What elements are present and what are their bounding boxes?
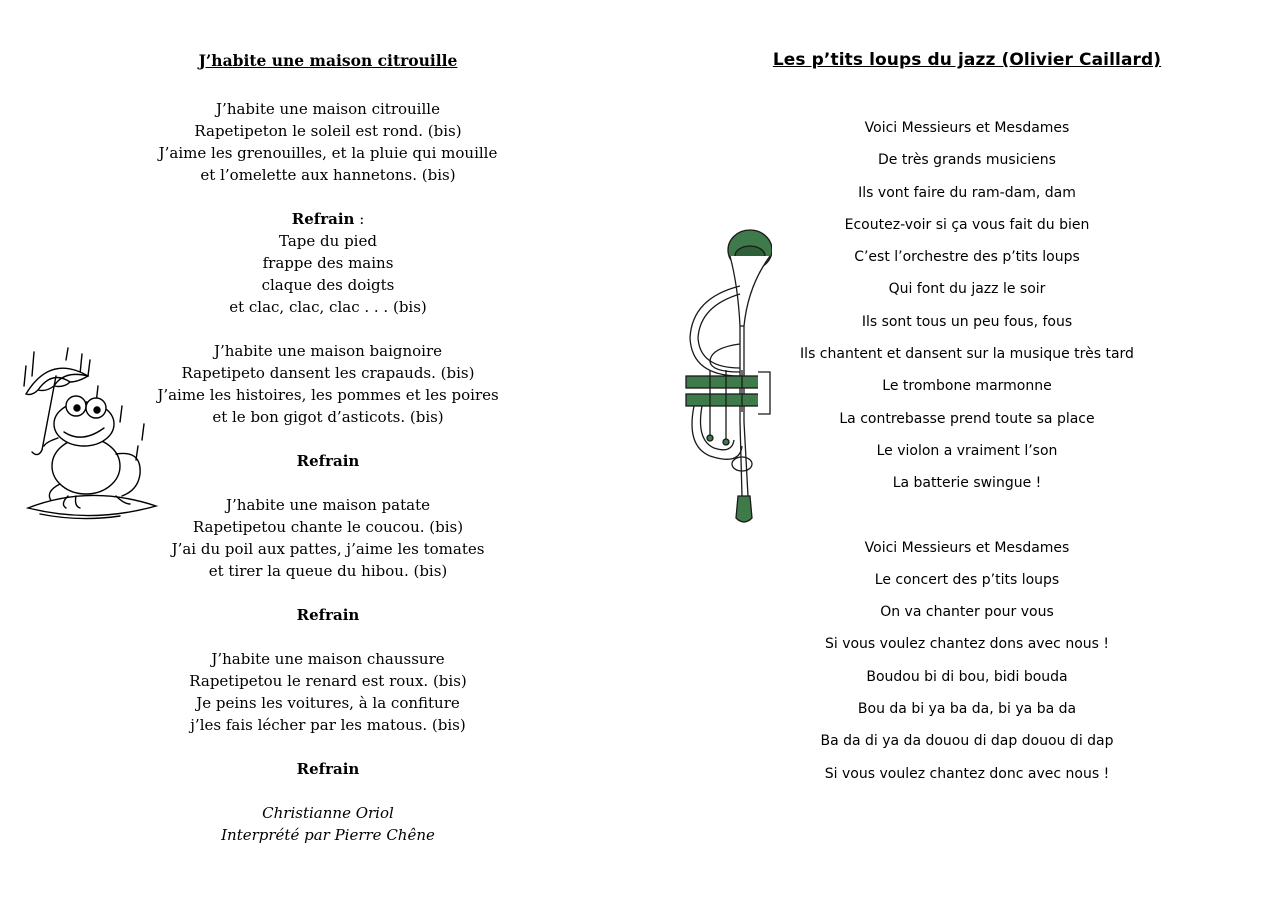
left-song-title: J’habite une maison citrouille [198, 51, 458, 70]
refrain-label: Refrain [291, 210, 355, 228]
frog-with-umbrella-icon [20, 346, 160, 524]
lyric-line: Boudou bi di bou, bidi bouda [866, 668, 1068, 685]
stanza-2 [770, 532, 1164, 790]
lyric-line: Ils vont faire du ram-dam, dam [858, 184, 1076, 201]
lyric-line: Le concert des p’tits loups [874, 571, 1060, 588]
lyric-line: et le bon gigot d’asticots. (bis) [212, 408, 444, 426]
lyric-line: Je peins les voitures, à la confiture [196, 694, 460, 712]
lyric-line: Si vous voulez chantez donc avec nous ! [824, 765, 1110, 782]
lyric-line: Ils sont tous un peu fous, fous [861, 313, 1073, 330]
right-song-title: Les p’tits loups du jazz (Olivier Caillard) [772, 50, 1162, 70]
lyric-line: Si vous voulez chantez dons avec nous ! [824, 636, 1109, 653]
verse-3 [128, 494, 528, 582]
lyric-line: Rapetipeton le soleil est rond. (bis) [194, 122, 462, 140]
lyric-line: frappe des mains [262, 254, 394, 272]
lyric-line: La batterie swingue ! [892, 475, 1042, 492]
lyric-line: On va chanter pour vous [880, 604, 1054, 621]
lyric-line: Ils chantent et dansent sur la musique très tard [800, 346, 1134, 363]
lyric-line: Le trombone marmonne [882, 378, 1052, 395]
refrain-label: Refrain [296, 760, 360, 778]
lyric-line: J’aime les histoires, les pommes et les poires [157, 386, 499, 404]
performer: Interprété par Pierre Chêne [221, 826, 435, 844]
lyric-line: Le violon a vraiment l’son [876, 442, 1058, 459]
verse-1 [128, 98, 528, 186]
lyric-line: Voici Messieurs et Mesdames [864, 120, 1070, 136]
lyric-line: J’habite une maison chaussure [211, 650, 445, 668]
lyric-line: claque des doigts [261, 276, 395, 294]
right-song [770, 46, 1164, 822]
refrain [128, 208, 528, 318]
lyric-line: La contrebasse prend toute sa place [839, 410, 1095, 427]
refrain-label: Refrain [296, 452, 360, 470]
lyric-line: j’les fais lécher par les matous. (bis) [190, 716, 466, 734]
lyric-line: Bou da bi ya ba da, bi ya ba da [857, 701, 1077, 718]
verse-2 [128, 340, 528, 428]
author: Christianne Oriol [262, 804, 394, 822]
lyric-line: Tape du pied [279, 232, 377, 250]
lyric-line: Rapetipeto dansent les crapauds. (bis) [181, 364, 475, 382]
left-song [128, 46, 528, 846]
credits [128, 802, 528, 846]
lyric-line: et tirer la queue du hibou. (bis) [208, 562, 448, 580]
lyric-line: J’habite une maison patate [226, 496, 430, 514]
stanza-1 [770, 112, 1164, 500]
verse-4 [128, 648, 528, 736]
lyric-line: Voici Messieurs et Mesdames [864, 539, 1070, 556]
lyric-line: Ecoutez-voir si ça vous fait du bien [844, 216, 1090, 233]
lyric-line: Ba da di ya da douou di dap douou di dap [820, 733, 1114, 750]
lyric-line: De très grands musiciens [878, 152, 1056, 169]
refrain-label: Refrain [296, 606, 360, 624]
refrain-heading [128, 208, 528, 230]
lyric-line: et clac, clac, clac . . . (bis) [229, 298, 427, 316]
lyric-line: J’habite une maison citrouille [216, 100, 440, 118]
lyric-line: Rapetipetou chante le coucou. (bis) [192, 518, 464, 536]
lyric-line: J’ai du poil aux pattes, j’aime les tomates [171, 540, 485, 558]
trumpet-icon [680, 226, 772, 528]
lyric-line: J’aime les grenouilles, et la pluie qui mouille [158, 144, 498, 162]
lyric-line: Rapetipetou le renard est roux. (bis) [189, 672, 467, 690]
lyric-line: C’est l’orchestre des p’tits loups [854, 249, 1080, 266]
lyric-line: et l’omelette aux hannetons. (bis) [200, 166, 456, 184]
lyric-line: Qui font du jazz le soir [888, 281, 1046, 298]
lyric-line: J’habite une maison baignoire [213, 342, 443, 360]
refrain-colon: : [354, 210, 365, 228]
